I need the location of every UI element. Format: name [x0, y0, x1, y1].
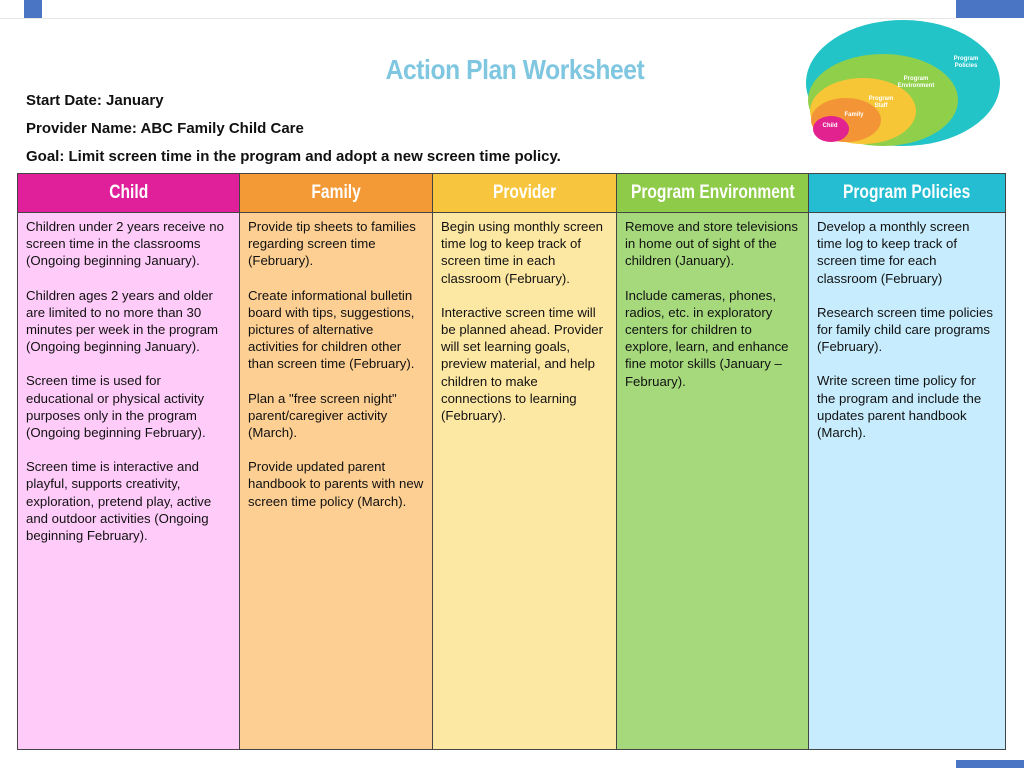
action-plan-table [17, 173, 1006, 750]
list-item: Screen time is interactive and playful, supports creativity, exploration, pretend play, active and outdoor activities (Ongoing beginning February). [26, 459, 212, 544]
list-item: Include cameras, phones, radios, etc. in exploratory centers for children to explore, learn, and enhance fine motor skills (January – February). [625, 287, 789, 389]
ecological-ellipse-diagram [806, 20, 1000, 146]
column-body-program-policies [809, 213, 1005, 749]
corner-accent-top-left [24, 0, 42, 18]
list-item: Provide tip sheets to families regarding screen time (February). [248, 219, 416, 269]
column-body-program-environment [617, 213, 808, 749]
column-header-program-policies: Program Policies [809, 174, 1005, 213]
list-item: Remove and store televisions in home out of sight of the children (January). [625, 219, 798, 269]
column-header-provider: Provider [433, 174, 616, 213]
start-date: Start Date: January [26, 92, 164, 109]
ring-label-family: Family [844, 112, 864, 118]
column-body-family [240, 213, 432, 749]
column-provider [433, 174, 617, 749]
ring-label-child: Child [822, 123, 838, 129]
list-item: Children under 2 years receive no screen time in the classrooms (Ongoing beginning January). [26, 219, 224, 269]
column-program-policies [809, 174, 1005, 749]
list-item: Interactive screen time will be planned ahead. Provider will set learning goals, preview material, and help children to make connections to learning (February). [441, 304, 604, 424]
list-item: Plan a "free screen night" parent/caregiver activity (March). [248, 390, 397, 441]
list-item: Provide updated parent handbook to parents with new screen time policy (March). [248, 459, 424, 509]
list-item: Develop a monthly screen time log to keep track of screen time for each classroom (February) [817, 219, 970, 286]
column-header-program-environment: Program Environment [617, 174, 808, 213]
list-item: Research screen time policies for family child care programs (February). [817, 304, 993, 355]
list-item: Children ages 2 years and older are limited to no more than 30 minutes per week in the program (Ongoing beginning January). [26, 287, 219, 355]
ring-label-environment: Program Environment [897, 76, 935, 89]
column-header-child: Child [18, 174, 239, 213]
provider-name: Provider Name: ABC Family Child Care [26, 120, 304, 137]
list-item: Begin using monthly screen time log to keep track of screen time in each classroom (February). [441, 219, 604, 286]
corner-accent-bottom-right [956, 760, 1024, 768]
goal: Goal: Limit screen time in the program and adopt a new screen time policy. [26, 148, 561, 165]
column-child [18, 174, 240, 749]
list-item: Create informational bulletin board with tips, suggestions, pictures of alternative activities for children other than screen time (February). [248, 287, 415, 372]
top-rule [0, 18, 956, 19]
ring-label-staff: Program Staff [868, 96, 894, 109]
column-family [240, 174, 433, 749]
column-header-family: Family [240, 174, 432, 213]
ring-label-policies: Program Policies [953, 56, 979, 69]
list-item: Write screen time policy for the program and include the updates parent handbook (March). [817, 373, 982, 441]
column-body-provider [433, 213, 616, 749]
column-program-environment [617, 174, 809, 749]
page-title: Action Plan Worksheet [385, 54, 645, 85]
column-body-child [18, 213, 239, 749]
corner-accent-top-right [956, 0, 1024, 18]
list-item: Screen time is used for educational or physical activity purposes only in the program (Ongoing beginning February). [26, 373, 206, 441]
